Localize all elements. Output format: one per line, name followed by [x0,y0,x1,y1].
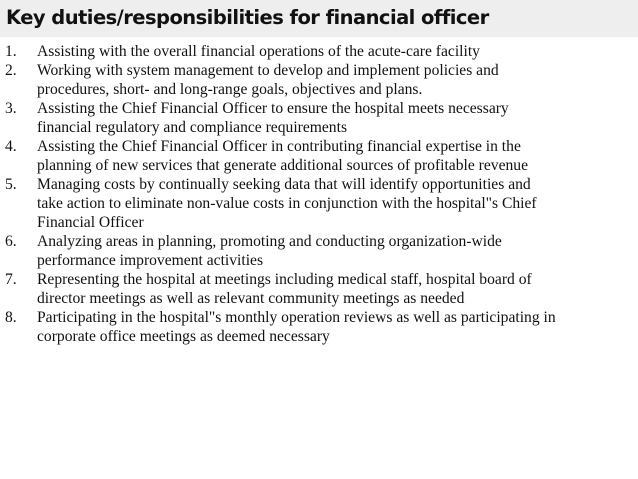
duty-number: 8. [5,309,17,326]
title-bar [0,0,638,37]
page-title: Key duties/responsibilities for financial officer [6,6,489,29]
duty-item-6 [0,232,638,270]
duty-number: 6. [5,233,17,250]
duty-number: 1. [5,43,17,60]
duty-number: 2. [5,62,17,79]
duty-text-line: performance improvement activities [37,252,264,269]
duty-text-line: take action to eliminate non-value costs in conjunction with the hospital"s Chief [37,195,537,212]
duty-text-line: Analyzing areas in planning, promoting and conducting organization-wide [37,233,502,250]
duty-number: 3. [5,100,17,117]
duty-item-2 [0,61,638,99]
duty-item-4 [0,137,638,175]
duty-text-line: corporate office meetings as deemed necessary [37,328,330,345]
duty-item-1 [0,42,638,61]
duty-text-line: Managing costs by continually seeking data that will identify opportunities and [37,176,531,193]
duties-list [0,42,638,346]
duty-text-line: Assisting the Chief Financial Officer in contributing financial expertise in the [37,138,521,155]
duty-text-line: Assisting with the overall financial operations of the acute-care facility [37,43,480,60]
duty-text-line: financial regulatory and compliance requirements [37,119,348,136]
duty-number: 4. [5,138,17,155]
duty-text-line: Representing the hospital at meetings including medical staff, hospital board of [37,271,532,288]
duty-item-8 [0,308,638,346]
duty-item-5 [0,175,638,232]
duty-text-line: Working with system management to develop and implement policies and [37,62,499,79]
duty-text-line: planning of new services that generate additional sources of profitable revenue [37,157,529,174]
duty-text-line: director meetings as well as relevant community meetings as needed [37,290,465,307]
duty-number: 5. [5,176,17,193]
duty-text-line: procedures, short- and long-range goals, objectives and plans. [37,81,423,98]
duty-item-3 [0,99,638,137]
duty-text-line: Assisting the Chief Financial Officer to ensure the hospital meets necessary [37,100,509,117]
duty-text-line: Participating in the hospital"s monthly operation reviews as well as participating in [37,309,556,326]
duty-item-7 [0,270,638,308]
duty-number: 7. [5,271,17,288]
duty-text-line: Financial Officer [37,214,144,231]
